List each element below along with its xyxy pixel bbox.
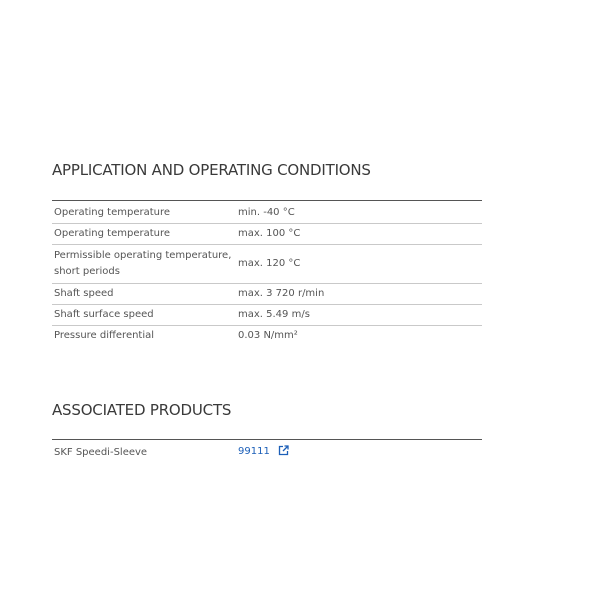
row-label: Operating temperature [54,228,171,239]
product-link[interactable]: 99111 [238,446,270,457]
external-link-icon[interactable] [278,445,289,462]
associated-divider [52,439,482,440]
application-title: APPLICATION AND OPERATING CONDITIONS [52,161,371,179]
table-row [52,305,482,326]
associated-table [52,443,482,463]
row-label: Operating temperature [54,207,171,218]
row-value: max. 3 720 r/min [238,288,325,299]
row-label: Pressure differential [54,330,155,341]
application-divider [52,200,482,201]
row-label: Shaft surface speed [54,309,154,320]
row-value: max. 120 °C [238,258,301,269]
row-label: SKF Speedi-Sleeve [54,447,148,458]
row-value: max. 5.49 m/s [238,309,310,320]
table-row [52,203,482,224]
application-section [52,160,482,346]
table-row [52,245,482,284]
row-value: min. -40 °C [238,207,295,218]
associated-title: ASSOCIATED PRODUCTS [52,401,232,419]
row-value: 0.03 N/mm² [238,330,298,341]
row-value [236,443,482,463]
table-row [52,443,482,463]
row-value: max. 100 °C [238,228,301,239]
table-row [52,284,482,305]
table-row [52,326,482,347]
row-label: Shaft speed [54,288,114,299]
table-row [52,224,482,245]
application-table [52,203,482,346]
row-label: Permissible operating temperature, short periods [54,250,232,277]
associated-section [52,400,482,463]
